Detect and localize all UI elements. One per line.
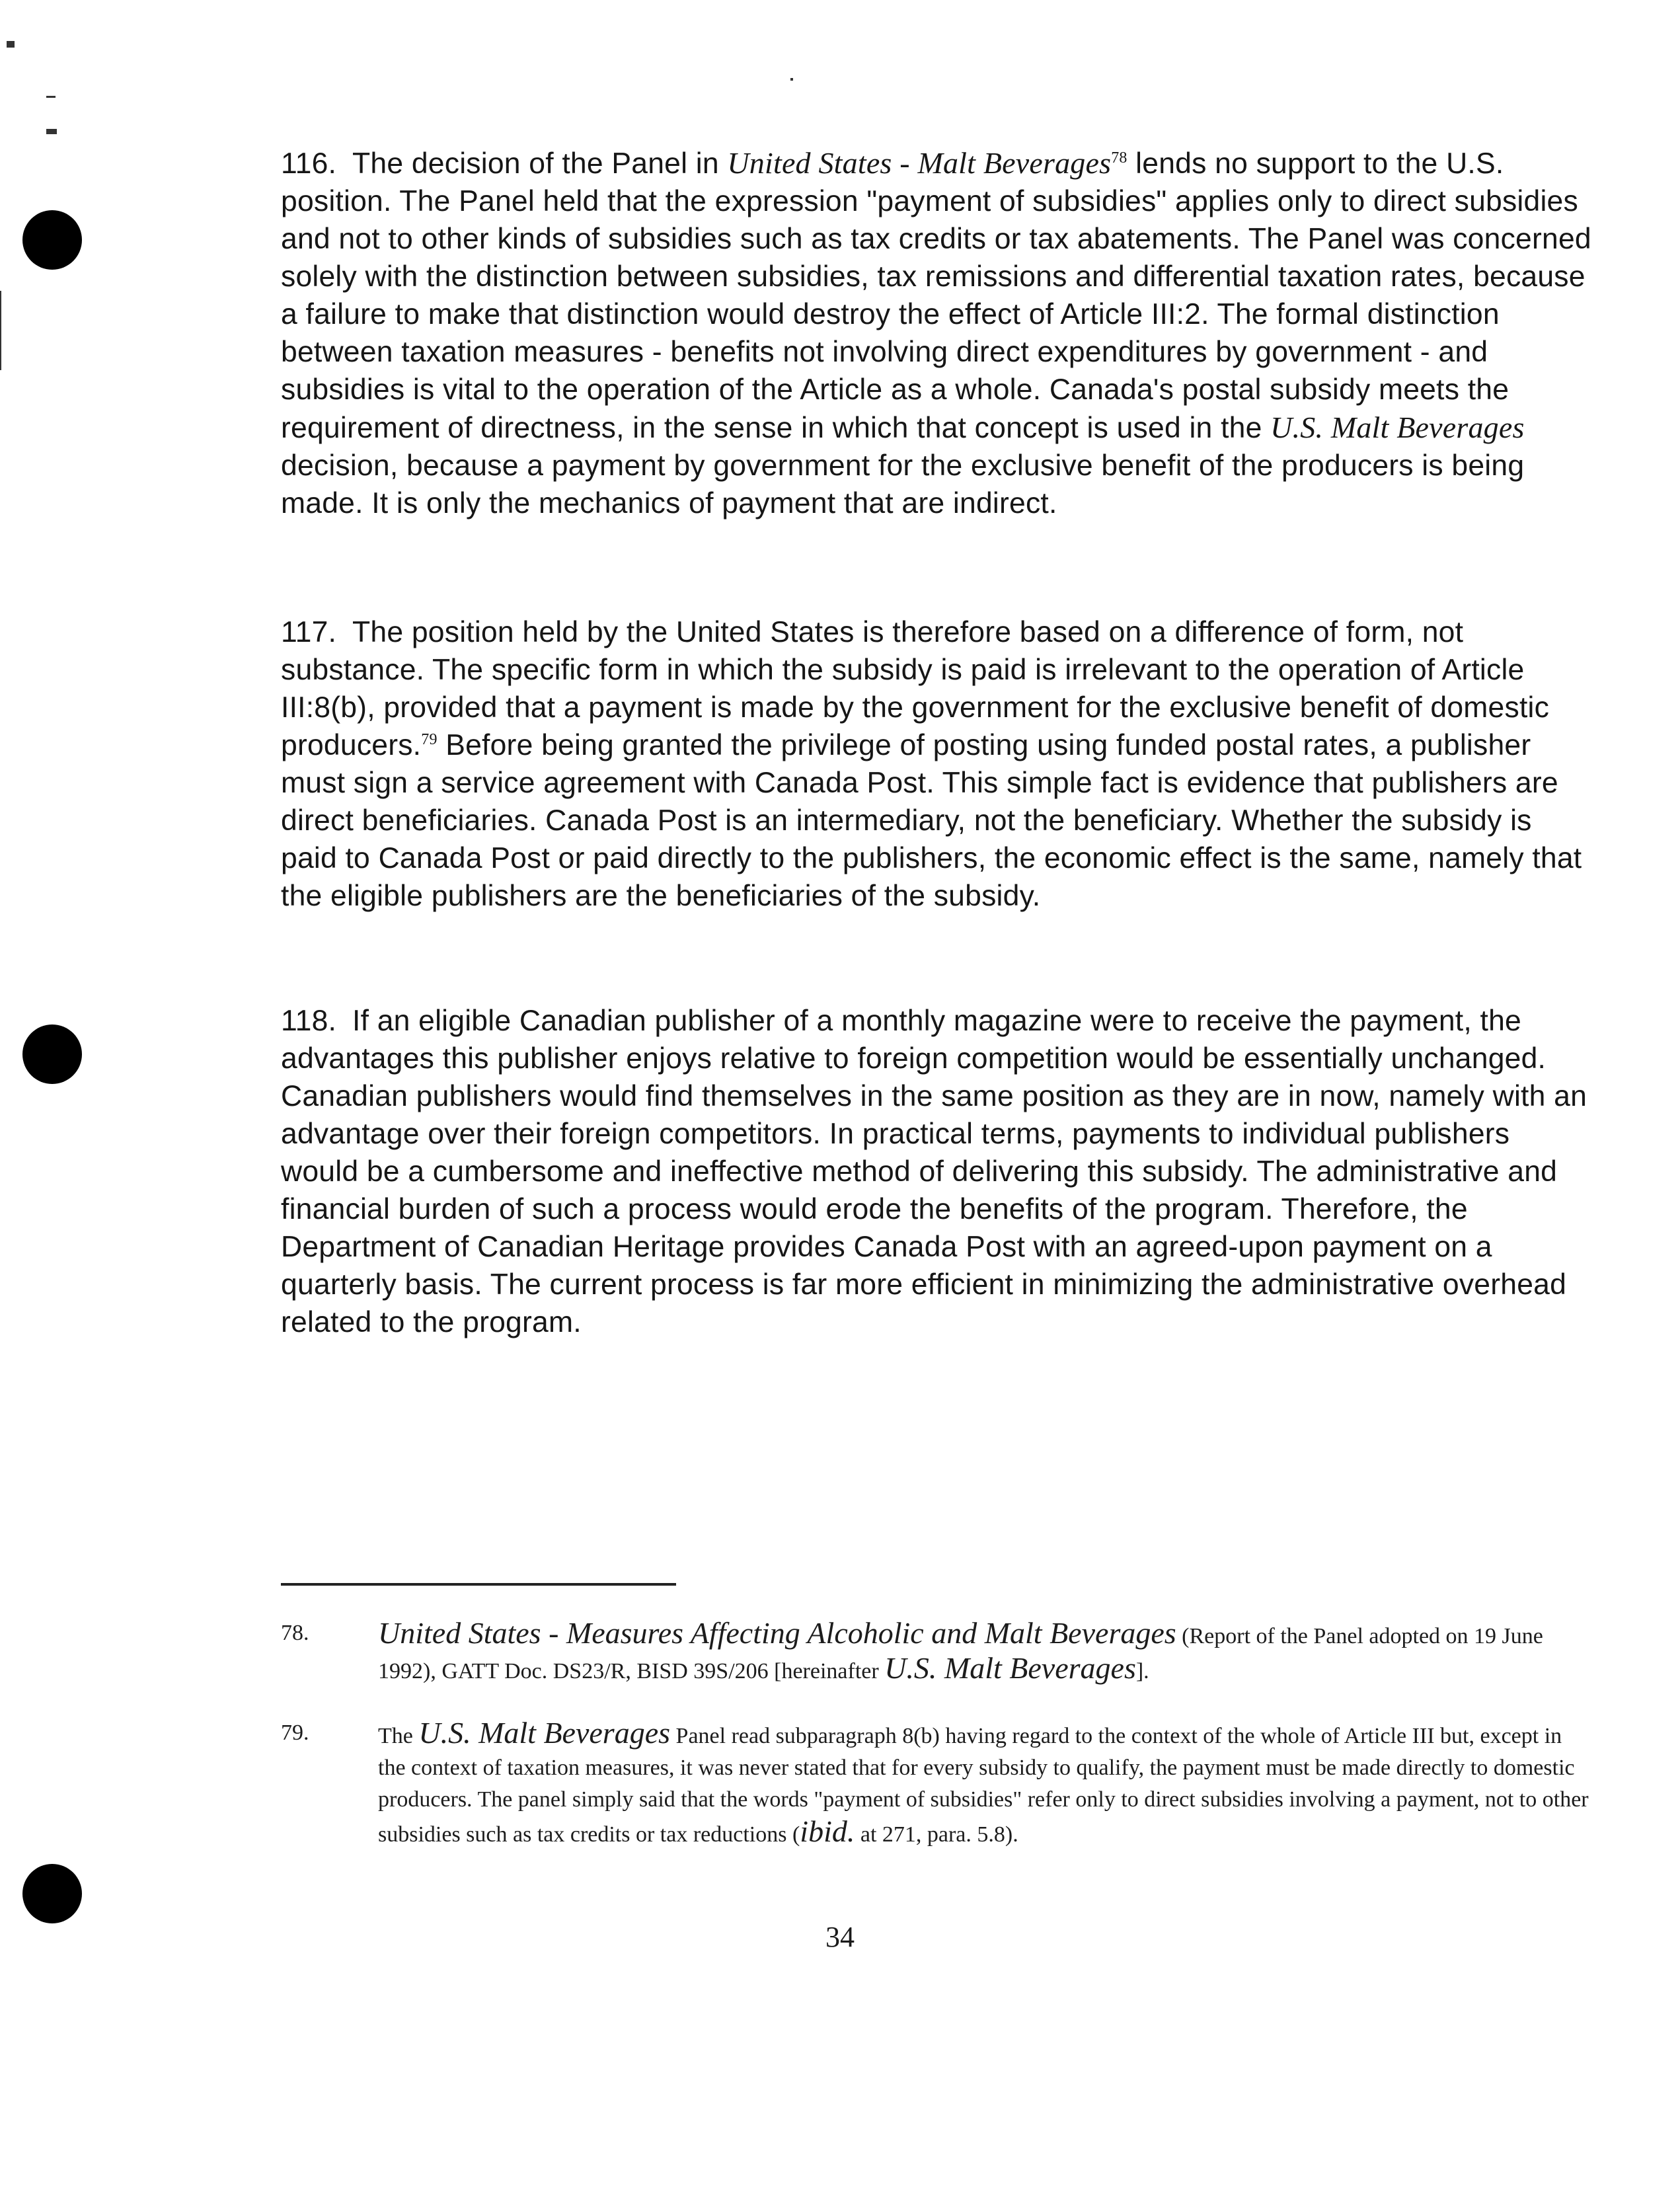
- footnote-separator: [281, 1583, 676, 1586]
- scan-speck: [7, 41, 15, 48]
- paragraph-number: 116.: [281, 147, 337, 180]
- scan-speck: [46, 96, 56, 98]
- footnote-79: [281, 1717, 1593, 1851]
- text-run: at 271, para. 5.8).: [855, 1822, 1018, 1847]
- paragraph-text: [281, 616, 1582, 912]
- page-number: 34: [825, 1921, 855, 1953]
- binder-hole-top: [22, 210, 82, 270]
- scan-speck: [0, 291, 1, 370]
- text-run: The: [378, 1724, 419, 1748]
- text-run: decision, because a payment by government for the exclusive benefit of the producers is being made. It is only the mechanics of payment that are indirect.: [281, 449, 1525, 520]
- footnote-reference: 79: [421, 731, 438, 749]
- italic-citation: ibid.: [800, 1814, 855, 1848]
- text-run: ].: [1135, 1659, 1149, 1683]
- text-run: If an eligible Canadian publisher of a monthly magazine were to receive the payment, the advantages this publisher enjoys relative to foreign competition would be essentially unchanged. Canadian publishers would find themselves in the same position as they are in now, namely with an advantage over their foreign competitors. In practical terms, payments to individual publishers would be a cumbersome and ineffective method of delivering this subsidy. The administrative and financial burden of such a process would erode the benefits of the program. Therefore, the Department of Canadian Heritage provides Canada Post with an agreed-upon payment on a quarterly basis. The current process is far more efficient in minimizing the administrative overhead related to the program.: [281, 1005, 1587, 1338]
- italic-citation: United States - Malt Beverages: [727, 146, 1112, 180]
- text-run: The position held by the United States is therefore based on a difference of form, not substance. The specific form in which the subsidy is paid is irrelevant to the operation of Article III:8(b), provided that a payment is made by the government for the exclusive benefit of domestic producers.: [281, 616, 1550, 761]
- footnote-78: [281, 1617, 1593, 1687]
- paragraph-116: [281, 144, 1593, 522]
- italic-citation: United States - Measures Affecting Alcoholic and Malt Beverages: [378, 1616, 1176, 1650]
- footnote-text: [378, 1617, 1593, 1687]
- paragraph-118: [281, 1002, 1593, 1341]
- text-run: (Report of the Panel adopted on 19 June 1992), GATT Doc. DS23/R, BISD 39S/206 [hereinafter: [378, 1624, 1543, 1683]
- footnote-text: [378, 1717, 1593, 1851]
- italic-citation: U.S. Malt Beverages: [418, 1716, 671, 1750]
- binder-hole-bottom: [22, 1864, 82, 1923]
- paragraph-number: 117.: [281, 616, 337, 648]
- footnote-number: 79.: [281, 1720, 309, 1745]
- paragraph-number: 118.: [281, 1005, 337, 1037]
- paragraph-text: [281, 1005, 1587, 1338]
- scan-speck: [790, 78, 793, 81]
- paragraph-117: [281, 613, 1593, 915]
- footnote-number: 78.: [281, 1621, 309, 1645]
- text-run: lends no support to the U.S. position. The Panel held that the expression "payment of subsidies" applies only to direct subsidies and not to other kinds of subsidies such as tax credits or tax abatements. The Panel was concerned solely with the distinction between subsidies, tax remissions and differential taxation rates, because a failure to make that distinction would destroy the effect of Article III:2. The formal distinction between taxation measures - benefits not involving direct expenditures by government - and subsidies is vital to the operation of the Article as a whole. Canada's postal subsidy meets the requirement of directness, in the sense in which that concept is used in the: [281, 147, 1591, 444]
- scan-speck: [46, 129, 57, 134]
- binder-hole-middle: [22, 1024, 82, 1084]
- footnote-reference: 78: [1111, 149, 1127, 167]
- italic-citation: U.S. Malt Beverages: [1270, 410, 1525, 444]
- text-run: Panel read subparagraph 8(b) having regard to the context of the whole of Article III but, except in the context of taxation measures, it was never stated that for every subsidy to qualify, the payment must be made directly to domestic producers. The panel simply said that the words "payment of subsidies" refer only to direct subsidies involving a payment, not to other subsidies such as tax credits or tax reductions (: [378, 1724, 1589, 1847]
- text-run: Before being granted the privilege of posting using funded postal rates, a publisher must sign a service agreement with Canada Post. This simple fact is evidence that publishers are direct beneficiaries. Canada Post is an intermediary, not the beneficiary. Whether the subsidy is paid to Canada Post or paid directly to the publishers, the economic effect is the same, namely that the eligible publishers are the beneficiaries of the subsidy.: [281, 729, 1582, 912]
- text-run: The decision of the Panel in: [352, 147, 728, 180]
- italic-citation: U.S. Malt Beverages: [884, 1651, 1136, 1685]
- paragraph-text: [281, 147, 1591, 520]
